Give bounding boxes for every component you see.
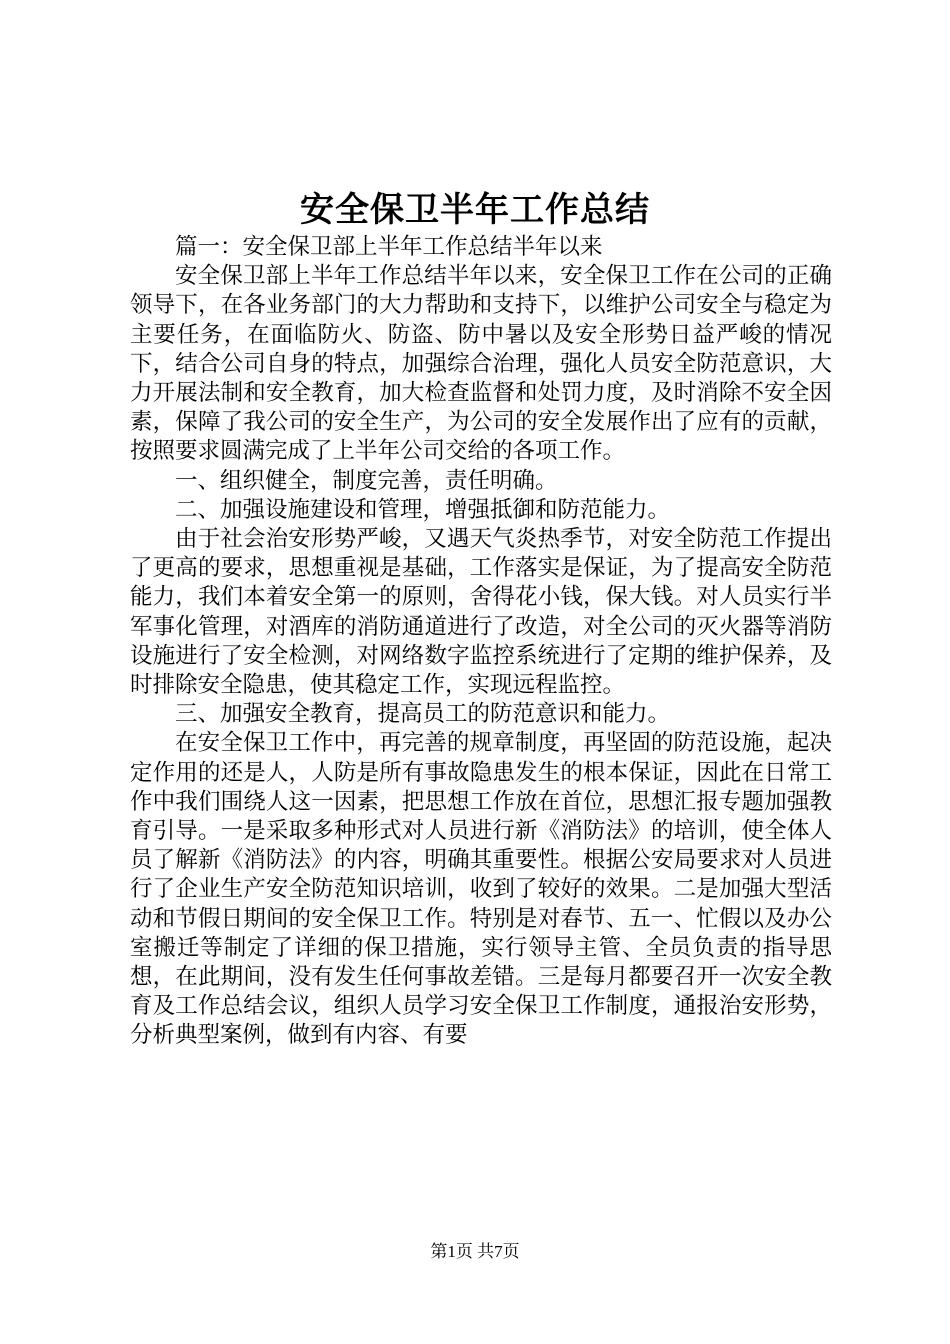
paragraph-section-heading: 篇一：安全保卫部上半年工作总结半年以来 [175, 234, 603, 260]
document-body [130, 233, 832, 1051]
paragraph-education: 在安全保卫工作中，再完善的规章制度，再坚固的防范设施，起决定作用的还是人，人防是所有事故隐患发生的根本保证，因此在日常工作中我们围绕人这一因素，把思想工作放在首位，思想汇报专题加强教育引导。一是采取多种形式对人员进行新《消防法》的培训，使全体人员了解新《消防法》的内容，明确其重要性。根据公安局要求对人员进行了企业生产安全防范知识培训，收到了较好的效果。二是加强大型活动和节假日期间的安全保卫工作。特别是对春节、五一、忙假以及办公室搬迁等制定了详细的保卫措施，实行领导主管、全员负责的指导思想，在此期间，没有发生任何事故差错。三是每月都要召开一次安全教育及工作总结会议，组织人员学习安全保卫工作制度，通报治安形势，分析典型案例，做到有内容、有要 [130, 730, 832, 1049]
page-footer: 第1页 共7页 [430, 1242, 520, 1261]
paragraph-heading-2: 二、加强设施建设和管理，增强抵御和防范能力。 [175, 496, 671, 523]
paragraph-heading-3: 三、加强安全教育，提高员工的防范意识和能力。 [175, 701, 671, 728]
document-title: 安全保卫半年工作总结 [300, 190, 650, 230]
paragraph-heading-1: 一、组织健全，制度完善，责任明确。 [175, 467, 558, 494]
paragraph-intro: 安全保卫部上半年工作总结半年以来，安全保卫工作在公司的正确领导下，在各业务部门的大力帮助和支持下，以维护公司安全与稳定为主要任务，在面临防火、防盗、防中暑以及安全形势日益严峻的情况下，结合公司自身的特点，加强综合治理，强化人员安全防范意识，大力开展法制和安全教育，加大检查监督和处罚力度，及时消除不安全因素，保障了我公司的安全生产，为公司的安全发展作出了应有的贡献，按照要求圆满完成了上半年公司交给的各项工作。 [130, 263, 832, 465]
paragraph-facilities: 由于社会治安形势严峻，又遇天气炎热季节，对安全防范工作提出了更高的要求，思想重视是基础，工作落实是保证，为了提高安全防范能力，我们本着安全第一的原则，舍得花小钱，保大钱。对人员实行半军事化管理，对酒库的消防通道进行了改造，对全公司的灭火器等消防设施进行了安全检测，对网络数字监控系统进行了定期的维护保养，及时排除安全隐患，使其稳定工作，实现远程监控。 [130, 526, 832, 699]
